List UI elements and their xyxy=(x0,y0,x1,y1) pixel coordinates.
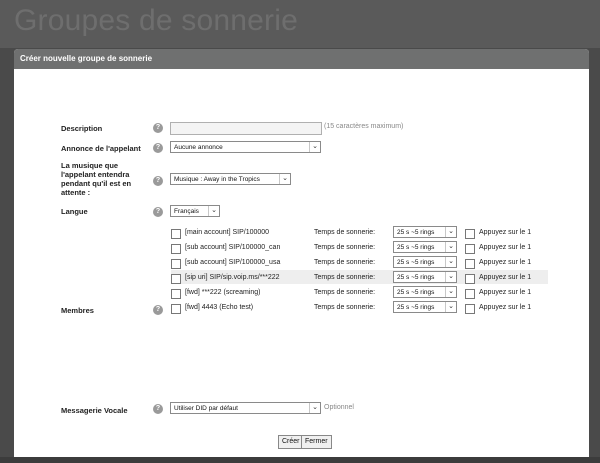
ring-time-label-3: Temps de sonnerie: xyxy=(314,274,376,281)
description-hint: (15 caractères maximum) xyxy=(324,123,404,130)
backdrop-bottom xyxy=(0,457,600,463)
create-button[interactable]: Créer xyxy=(278,435,304,449)
music-on-hold-value: Musique : Away in the Tropics xyxy=(174,176,260,183)
page-title: Groupes de sonnerie xyxy=(14,4,298,37)
ring-time-value-2: 25 s ~5 rings xyxy=(397,259,435,266)
ring-time-value-1: 25 s ~5 rings xyxy=(397,244,435,251)
chevron-down-icon: ⌄ xyxy=(445,272,456,282)
press-one-checkbox-1[interactable] xyxy=(465,244,475,254)
announce-help-icon[interactable]: ? xyxy=(153,143,163,153)
ring-time-select-0[interactable] xyxy=(393,226,457,238)
ring-time-select-3[interactable] xyxy=(393,271,457,283)
chevron-down-icon: ⌄ xyxy=(208,206,219,216)
ring-time-select-1[interactable] xyxy=(393,241,457,253)
member-name-3: [sip uri] SIP/sip.voip.ms/***222 xyxy=(185,274,280,281)
press-one-checkbox-3[interactable] xyxy=(465,274,475,284)
caller-announce-label: Annonce de l'appelant xyxy=(61,144,141,153)
member-checkbox-4[interactable] xyxy=(171,289,181,299)
press-one-label-1: Appuyez sur le 1 xyxy=(479,244,532,251)
member-checkbox-2[interactable] xyxy=(171,259,181,269)
chevron-down-icon: ⌄ xyxy=(279,174,290,184)
language-label: Langue xyxy=(61,207,88,216)
language-help-icon[interactable]: ? xyxy=(153,207,163,217)
member-name-2: [sub account] SIP/100000_usa xyxy=(185,259,281,266)
member-name-1: [sub account] SIP/100000_can xyxy=(185,244,281,251)
language-value: Français xyxy=(174,208,199,215)
press-one-checkbox-5[interactable] xyxy=(465,304,475,314)
ring-time-value-3: 25 s ~5 rings xyxy=(397,274,435,281)
chevron-down-icon: ⌄ xyxy=(445,227,456,237)
chevron-down-icon: ⌄ xyxy=(309,403,320,413)
caller-announce-select[interactable] xyxy=(170,141,321,153)
ring-time-value-5: 25 s ~5 rings xyxy=(397,304,435,311)
close-button[interactable]: Fermer xyxy=(301,435,332,449)
music-on-hold-select[interactable] xyxy=(170,173,291,185)
member-checkbox-0[interactable] xyxy=(171,229,181,239)
voicemail-label: Messagerie Vocale xyxy=(61,406,128,415)
members-help-icon[interactable]: ? xyxy=(153,305,163,315)
chevron-down-icon: ⌄ xyxy=(445,242,456,252)
ring-time-select-5[interactable] xyxy=(393,301,457,313)
member-name-0: [main account] SIP/100000 xyxy=(185,229,270,236)
voicemail-select[interactable] xyxy=(170,402,321,414)
voicemail-help-icon[interactable]: ? xyxy=(153,404,163,414)
chevron-down-icon: ⌄ xyxy=(445,257,456,267)
music-on-hold-label: La musique que l'appelant entendra pendant qu'il est en attente : xyxy=(61,161,132,197)
voicemail-hint: Optionnel xyxy=(324,404,354,411)
press-one-label-4: Appuyez sur le 1 xyxy=(479,289,532,296)
description-input[interactable] xyxy=(170,122,322,135)
description-help-icon[interactable]: ? xyxy=(153,123,163,133)
dialog-header: Créer nouvelle groupe de sonnerie xyxy=(14,49,589,69)
ring-time-label-2: Temps de sonnerie: xyxy=(314,259,376,266)
description-label: Description xyxy=(61,124,103,133)
chevron-down-icon: ⌄ xyxy=(445,287,456,297)
chevron-down-icon: ⌄ xyxy=(445,302,456,312)
press-one-label-0: Appuyez sur le 1 xyxy=(479,229,532,236)
caller-announce-value: Aucune annonce xyxy=(174,144,223,151)
press-one-label-3: Appuyez sur le 1 xyxy=(479,274,532,281)
member-checkbox-3[interactable] xyxy=(171,274,181,284)
member-checkbox-5[interactable] xyxy=(171,304,181,314)
ring-time-select-2[interactable] xyxy=(393,256,457,268)
member-name-4: [fwd] ***222 (screaming) xyxy=(185,289,261,296)
ring-time-value-4: 25 s ~5 rings xyxy=(397,289,435,296)
ring-time-label-5: Temps de sonnerie: xyxy=(314,304,376,311)
music-help-icon[interactable]: ? xyxy=(153,176,163,186)
press-one-label-2: Appuyez sur le 1 xyxy=(479,259,532,266)
ring-time-select-4[interactable] xyxy=(393,286,457,298)
ring-time-label-1: Temps de sonnerie: xyxy=(314,244,376,251)
ring-time-value-0: 25 s ~5 rings xyxy=(397,229,435,236)
press-one-checkbox-2[interactable] xyxy=(465,259,475,269)
member-name-5: [fwd] 4443 (Echo test) xyxy=(185,304,254,311)
ring-time-label-4: Temps de sonnerie: xyxy=(314,289,376,296)
press-one-checkbox-4[interactable] xyxy=(465,289,475,299)
chevron-down-icon: ⌄ xyxy=(309,142,320,152)
press-one-checkbox-0[interactable] xyxy=(465,229,475,239)
members-label: Membres xyxy=(61,306,94,315)
create-ring-group-dialog xyxy=(14,49,589,463)
press-one-label-5: Appuyez sur le 1 xyxy=(479,304,532,311)
member-checkbox-1[interactable] xyxy=(171,244,181,254)
ring-time-label-0: Temps de sonnerie: xyxy=(314,229,376,236)
voicemail-value: Utiliser DID par défaut xyxy=(174,405,238,412)
language-select[interactable] xyxy=(170,205,220,217)
